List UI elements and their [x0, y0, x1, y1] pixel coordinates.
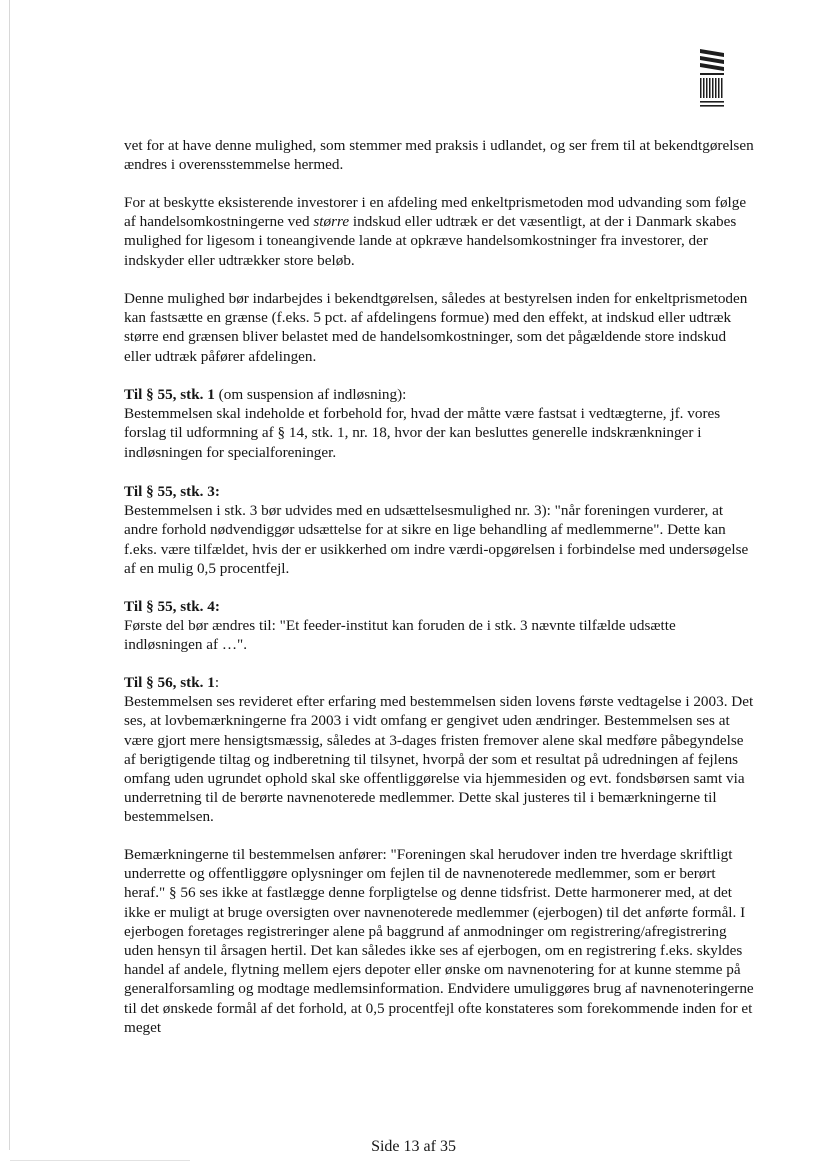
section-55-stk-4 [124, 597, 754, 655]
section-heading-note: : [214, 674, 220, 691]
emphasized-word: større [313, 213, 350, 231]
paragraph-text: Bemærkningerne til bestemmelsen anfører: "Foreningen skal herudover inden tre hverdage skriftligt underrette og offentliggøre oplysninger om fejlen til de navnenoterede medlemmer, som er berørt heraf." § 56 ses ikke at fastlægge denne forpligtelse og denne tidsfrist. Dette harmonerer med, at det ikke er muligt at bruge oversigten over navnenoterede medlemmer (ejerbogen) til det anførte formål. I ejerbogen foretages registreringer alene på baggrund af anmodninger om registrering/afregistrering uden hensyn til årsagen hertil. Det kan således ikke ses af ejerbogen, om en registrering f.eks. skyldes handel af andele, flytning mellem ejers depoter eller ønske om navnenotering for at kunne stemme på generalforsamling og modtage medlemsinformation. Endvidere umuliggøres brug af navnenoteringerne til det ønskede formål af det forhold, at 0,5 procentfejl ofte konstateres som forekommende inden for et meget [124, 846, 754, 1036]
section-body: Bestemmelsen i stk. 3 bør udvides med en udsættelsesmulighed nr. 3): "når foreningen vurderer, at andre forhold nødvendiggør udsættelse for at sikre en lige behandling af medlemmerne". Dette kan f.eks. være tilfældet, hvis der er usikkerhed om indre værdi-opgørelsen i forbindelse med undersøgelse af en mulig 0,5 procentfejl. [124, 502, 749, 577]
section-56-stk-1 [124, 673, 754, 827]
section-heading: Til § 55, stk. 4: [124, 598, 220, 615]
section-55-stk-1 [124, 385, 754, 462]
striped-logo-icon [698, 47, 726, 111]
paragraph-bemaerkninger [124, 845, 754, 1037]
paragraph-bekendtgorelse [124, 289, 754, 366]
section-55-stk-3 [124, 482, 754, 578]
section-heading-line [124, 482, 754, 501]
text-run: For at beskytte eksisterende investorer i en afdeling med enkeltprismetoden mod udvanding som følge af handelsomkostningerne ved [124, 194, 747, 231]
section-heading: Til § 55, stk. 1 [124, 386, 215, 403]
paragraph-text: Denne mulighed bør indarbejdes i bekendtgørelsen, således at bestyrelsen inden for enkeltprismetoden kan fastsætte en grænse (f.eks. 5 pct. af afdelingens formue) med den effekt, at indskud eller udtræk større end grænsen bliver belastet med de handelsomkostninger, som det pågældende store indskud eller udtræk påfører afdelingen. [124, 290, 748, 365]
paragraph-intro-continuation [124, 136, 754, 174]
scan-bottom-edge-line [10, 1160, 190, 1161]
page-number-footer: Side 13 af 35 [371, 1138, 456, 1155]
section-heading-note: (om suspension af indløsning): [214, 386, 407, 403]
section-body: Bestemmelsen ses revideret efter erfaring med bestemmelsen siden lovens første vedtagelse i 2003. Det ses, at lovbemærkningerne fra 2003 i vidt omfang er gengivet uden ændringer. Bestemmelsen ses at være gjort mere hensigtsmæssig, således at 3-dages fristen fremover alene skal medføre påbegyndelse af berigtigende tiltag og indberetning til tilsynet, hvorpå der som et resultat på udredningen af fejlens omfang uden ugrundet ophold skal ske offentliggørelse via hjemmesiden og evt. fondsbørsen samt via underretning til de berørte navnenoterede medlemmer. Dette skal justeres til i bemærkningerne til bestemmelsen. [124, 693, 754, 826]
paragraph-text [124, 193, 754, 270]
section-heading-line [124, 673, 754, 692]
text-run: indskud eller udtræk er det væsentligt, at der i Danmark skabes mulighed for ligesom i toneangivende lande at opkræve handelsomkostninger fra investorer, der indskyder eller udtrækker store beløb. [124, 213, 737, 269]
paragraph-text: vet for at have denne mulighed, som stemmer med praksis i udlandet, og ser frem til at bekendtgørelsen ændres i overensstemmelse hermed. [124, 137, 754, 174]
section-body: Bestemmelsen skal indeholde et forbehold for, hvad der måtte være fastsat i vedtægterne, jf. vores forslag til udformning af § 14, stk. 1, nr. 18, hvor der kan besluttes generelle indskrænkninger i indløsningen for specialforeninger. [124, 405, 721, 461]
section-heading: Til § 55, stk. 3: [124, 483, 220, 500]
section-heading-line [124, 385, 754, 404]
section-heading: Til § 56, stk. 1 [124, 674, 215, 691]
section-body: Første del bør ændres til: "Et feeder-institut kan foruden de i stk. 3 nævnte tilfælde udsætte indløsningen af …". [124, 617, 676, 654]
section-heading-line [124, 597, 754, 616]
scan-left-edge-line [9, 0, 10, 1150]
paragraph-investor-protection [124, 193, 754, 270]
